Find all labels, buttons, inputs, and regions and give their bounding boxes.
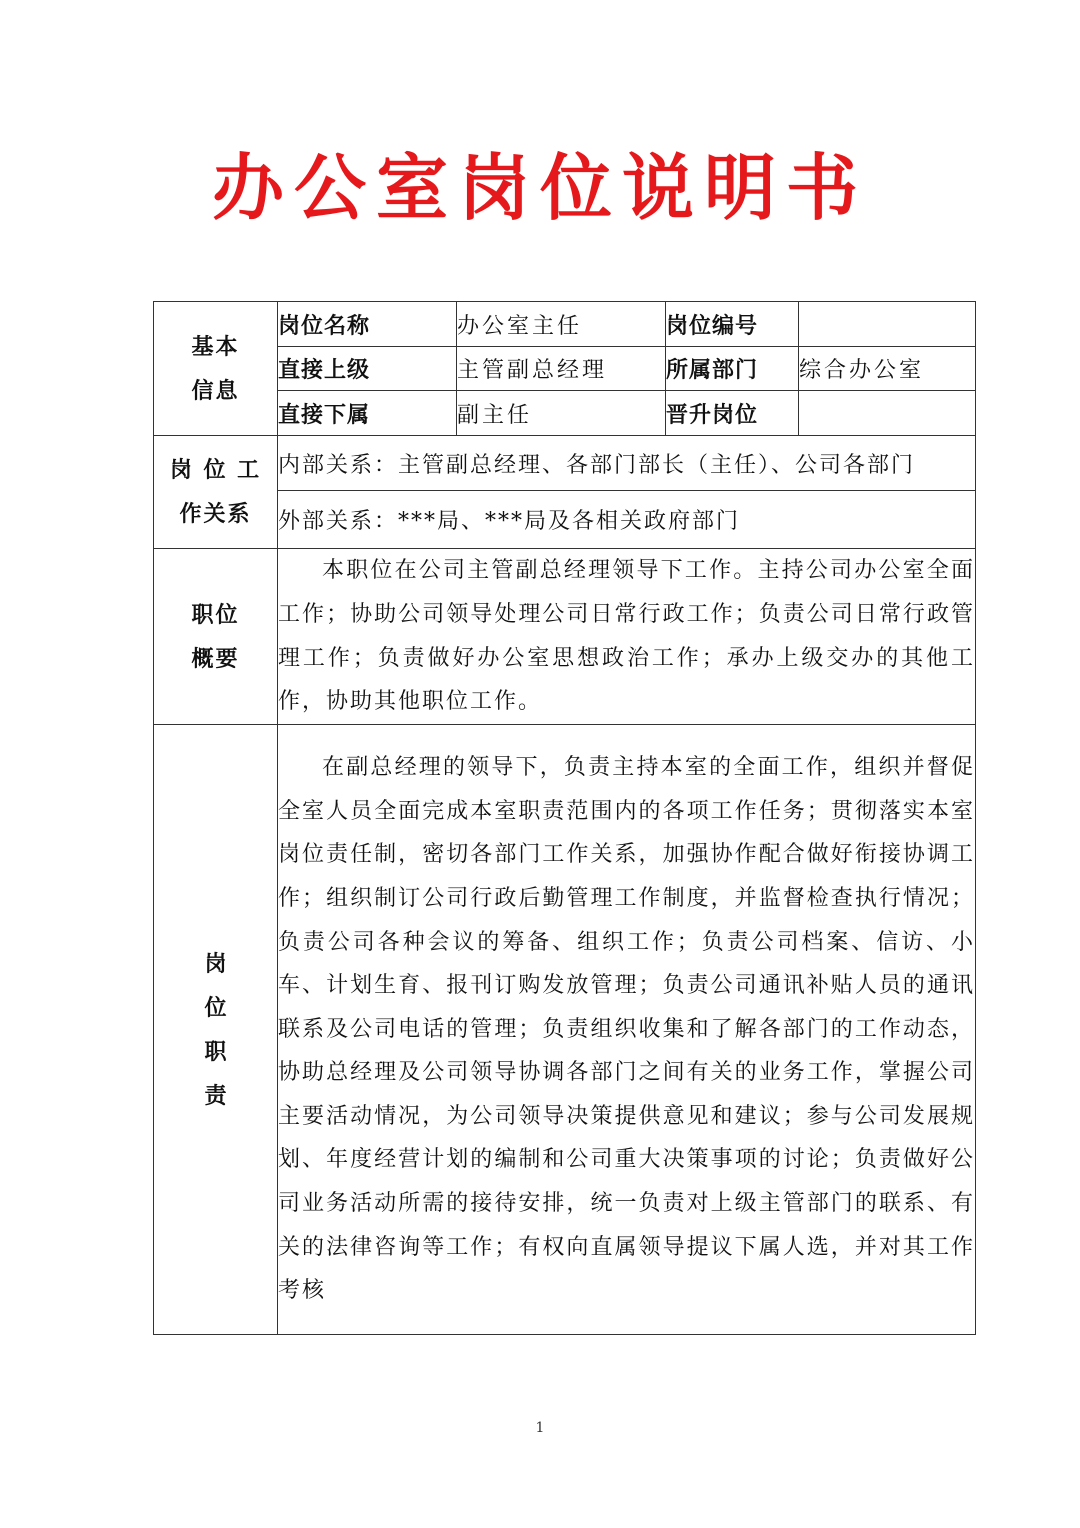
external-relations: 外部关系：***局、***局及各相关政府部门 bbox=[278, 491, 976, 549]
page-number: 1 bbox=[535, 1420, 545, 1436]
relations-row-external bbox=[154, 491, 976, 549]
relations-category-line2: 作关系 bbox=[179, 501, 252, 527]
position-code-value bbox=[799, 302, 976, 347]
position-summary-text: 本职位在公司主管副总经理领导下工作。主持公司办公室全面工作；协助公司领导处理公司日常行政工作；负责公司日常行政管理工作；负责做好办公室思想政治工作；承办上级交办的其他工作，协助其他职位工作。 bbox=[278, 558, 975, 715]
promotion-position-value bbox=[799, 391, 976, 436]
position-duties bbox=[278, 725, 976, 1335]
duties-row bbox=[154, 725, 976, 1335]
basic-info-row-2 bbox=[154, 347, 976, 391]
position-code-label: 岗位编号 bbox=[666, 302, 799, 347]
summary-category bbox=[154, 549, 278, 725]
duties-category-char-2: 位 bbox=[204, 994, 227, 1021]
summary-row bbox=[154, 549, 976, 725]
internal-relations: 内部关系：主管副总经理、各部门部长（主任）、公司各部门 bbox=[278, 436, 976, 491]
direct-subordinate-value: 副主任 bbox=[457, 391, 666, 436]
promotion-position-label: 晋升岗位 bbox=[666, 391, 799, 436]
direct-subordinate-label: 直接下属 bbox=[278, 391, 457, 436]
direct-superior-label: 直接上级 bbox=[278, 347, 457, 391]
basic-info-row-1 bbox=[154, 302, 976, 347]
duties-category-char-1: 岗 bbox=[204, 950, 227, 977]
duties-category bbox=[154, 725, 278, 1335]
department-label: 所属部门 bbox=[666, 347, 799, 391]
position-summary bbox=[278, 549, 976, 725]
duties-category-char-3: 职 bbox=[204, 1038, 227, 1065]
duties-category-char-4: 责 bbox=[204, 1082, 227, 1109]
basic-info-category-line1: 基本 bbox=[191, 333, 240, 360]
basic-info-category bbox=[154, 302, 278, 436]
direct-superior-value: 主管副总经理 bbox=[457, 347, 666, 391]
basic-info-category-line2: 信息 bbox=[191, 377, 240, 404]
summary-category-line1: 职位 bbox=[191, 601, 240, 628]
summary-category-line2: 概要 bbox=[191, 645, 240, 672]
job-description-table bbox=[153, 301, 976, 1335]
position-duties-text: 在副总经理的领导下，负责主持本室的全面工作，组织并督促全室人员全面完成本室职责范围内的各项工作任务；贯彻落实本室岗位责任制，密切各部门工作关系，加强协作配合做好衔接协调工作；组织制订公司行政后勤管理工作制度，并监督检查执行情况；负责公司各种会议的筹备、组织工作；负责公司档案、信访、小车、计划生育、报刊订购发放管理；负责公司通讯补贴人员的通讯联系及公司电话的管理；负责组织收集和了解各部门的工作动态，协助总经理及公司领导协调各部门之间有关的业务工作，掌握公司主要活动情况，为公司领导决策提供意见和建议；参与公司发展规划、年度经营计划的编制和公司重大决策事项的讨论；负责做好公司业务活动所需的接待安排，统一负责对上级主管部门的联系、有关的法律咨询等工作；有权向直属领导提议下属人选，并对其工作考核 bbox=[278, 755, 975, 1304]
document-title: 办公室岗位说明书 bbox=[211, 146, 868, 230]
relations-category-line1: 岗 位 工 bbox=[169, 457, 262, 483]
basic-info-row-3 bbox=[154, 391, 976, 436]
relations-category bbox=[154, 436, 278, 549]
department-value: 综合办公室 bbox=[799, 347, 976, 391]
position-name-label: 岗位名称 bbox=[278, 302, 457, 347]
position-name-value: 办公室主任 bbox=[457, 302, 666, 347]
relations-row-internal bbox=[154, 436, 976, 491]
